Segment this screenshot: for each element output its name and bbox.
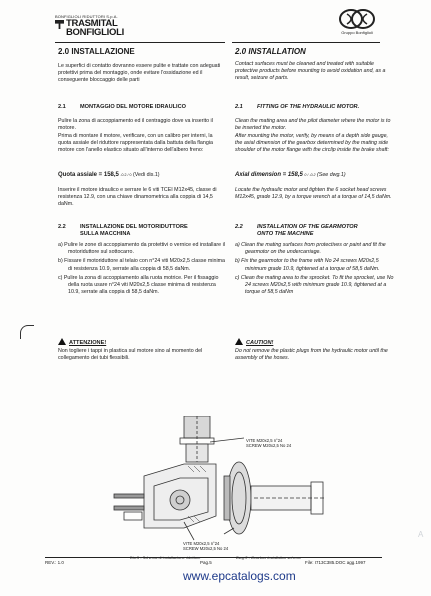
en-s2-heading (235, 224, 358, 238)
en-intro: Contact surfaces must be cleaned and treated with suitable protective products before mounting to avoid oxidation and, as a result, seizure of parts. (235, 61, 386, 82)
overlay-ghost-glyph: A (418, 530, 424, 539)
it-quota-ref: (Vedi dis.1) (133, 172, 160, 178)
en-axial-tol: 0 / -0.2 (304, 173, 316, 177)
en-axial-label: Axial dimension = 158,5 (235, 172, 303, 178)
brand-line2: BONFIGLIOLI (66, 27, 124, 38)
it-s1-p3: Inserire il motore idraulico e serrare le 6 viti TCEI M12x45, classe di resistenza 12.9, con una chiave dinamometrica alla coppia di 14,5 daNm. (58, 187, 217, 208)
trasmital-logo (55, 20, 124, 38)
en-title: 2.0 INSTALLATION (235, 47, 306, 56)
rule-right (232, 42, 380, 43)
it-s2-c: c) Pulire la zona di accoppiamento alla ruota motrice. Per il fissaggio della ruota usare n°24 viti M20x2,5 classe minima di resistenza 10.9, serrate alla coppia di 58,5 daNm. (58, 274, 219, 296)
en-s1-p1: Clean the mating area and the pilot diameter where the motor is to be inserted the motor. (235, 118, 391, 132)
it-s2-heading (58, 224, 188, 238)
warning-icon (58, 338, 66, 345)
brand-line1: TRASMITAL (66, 18, 118, 29)
en-s1-num: 2.1 (235, 104, 243, 110)
en-axial (235, 172, 346, 179)
it-s2-title1: INSTALLAZIONE DEL MOTORIDUTTORE (80, 224, 188, 230)
it-warning-text: Non togliere i tappi in plastica sul motore sino al momento del collegamento dei tubi flessibili. (58, 348, 203, 362)
drawing-label-top: VITE M20x2,5 n°24 SCREW M20x2,5 No 24 (246, 438, 292, 448)
it-s1-p2: Prima di montare il motore, verificare, con un calibro per interni, la quota assiale del riduttore rappresentata dalla battuta della flangia motore con l'anello elastico situato all'interno dell'albero freno: (58, 133, 213, 154)
it-quota-label: Quota assiale = 158,5 (58, 172, 119, 178)
binder-mark (20, 325, 34, 339)
it-quota-tol: -0.2 / 0 (120, 173, 132, 177)
en-warning-title: CAUTION! (235, 338, 273, 346)
en-s2-c: c) Clean the mating area to the sprocket. To fit the sprocket, use No 24 screws M20x2,5 with minimum grade 10.9, tightened at a torque of 58,5 daNm (235, 274, 394, 296)
it-s2-b: b) Fissare il motoriduttore al telaio con n°24 viti M20x2,5 classe minima di resistenza 10.9, serrate alla coppia di 58,5 daNm. (58, 258, 225, 272)
en-s2-b: b) Fix the gearmotor to the frame with No 24 screws M20x2,5 minimum grade 10.9, tightened at a torque of 58,5 daNm. (235, 258, 380, 272)
drawing-label-bottom: VITE M20x2,5 n°24 SCREW M20x2,5 No 24 (183, 541, 229, 551)
en-s2-a: a) Clean the mating surfaces from protectives or paint and fit the gearmotor on the undercarriage. (235, 242, 386, 256)
footer-rule (45, 557, 382, 558)
en-s1-heading (235, 104, 359, 111)
bonfiglioli-group-logo-icon (337, 8, 377, 30)
it-warning-title: ATTENZIONE! (58, 338, 106, 346)
en-s2-title1: INSTALLATION OF THE GEARMOTOR (257, 224, 358, 230)
caution-icon (235, 338, 243, 345)
en-s1-p3: Locate the hydraulic motor and tighten the 6 socket head screws M12x45, grade 12.9, by a torque wrench at a torque of 14,5 daNm. (235, 187, 392, 201)
it-s2-list (58, 242, 225, 296)
company-name: BONFIGLIOLI RIDUTTORI S.p.A. (55, 14, 118, 19)
caption-it: Dis.3 - Schema di installazione riduttore (130, 555, 201, 560)
en-warning-text: Do not remove the plastic plugs from the hydraulic motor until the assembly of the hoses. (235, 348, 388, 362)
en-s1-title: FITTING OF THE HYDRAULIC MOTOR. (257, 104, 360, 110)
it-s1-p1: Pulire la zona di accoppiamento ed il centraggio dove va inserito il motore. (58, 118, 213, 132)
it-quota (58, 172, 160, 179)
it-s2-title2: SULLA MACCHINA (80, 231, 131, 238)
it-s1-title: MONTAGGIO DEL MOTORE IDRAULICO (80, 104, 186, 110)
logo-t-icon (55, 20, 64, 29)
en-s2-title2: ONTO THE MACHINE (257, 231, 314, 238)
en-axial-ref: (See dwg.1) (317, 172, 346, 178)
footer-page: Pag.5 (200, 560, 212, 565)
en-s2-num: 2.2 (235, 224, 243, 230)
it-s1-heading (58, 104, 186, 111)
en-s2-list (235, 242, 395, 296)
gearbox-installation-drawing (84, 416, 330, 556)
watermark-link[interactable]: www.epcatalogs.com (183, 569, 296, 583)
caption-en: Dwg.3 - Gearbox installation scheme (236, 555, 302, 560)
rule-left (55, 42, 225, 43)
en-s1-p2: After mounting the motor, verify, by means of a depth side gauge, the axial dimension of the gearbox determined by the mating side shoulder of the motor flange with the circlip inside the brake shaft: (235, 133, 389, 154)
it-s2-a: a) Pulire le zone di accoppiamento da protettivi o vernice ed installare il motoriduttore sul sottocarro. (58, 242, 225, 256)
footer-rev: REV.: 1.0 (45, 560, 64, 565)
it-title: 2.0 INSTALLAZIONE (58, 47, 135, 56)
it-s1-num: 2.1 (58, 104, 66, 110)
group-caption: Gruppo Bonfiglioli (341, 30, 373, 35)
footer-file: File: I713C385.DOC agg.1997 (305, 560, 366, 565)
it-s2-num: 2.2 (58, 224, 66, 230)
it-intro: Le superfici di contatto dovranno essere pulite e trattate con adeguati protettivi prima del montaggio, onde evitare l'ossidazione ed il conseguente bloccaggio delle parti (58, 63, 221, 84)
